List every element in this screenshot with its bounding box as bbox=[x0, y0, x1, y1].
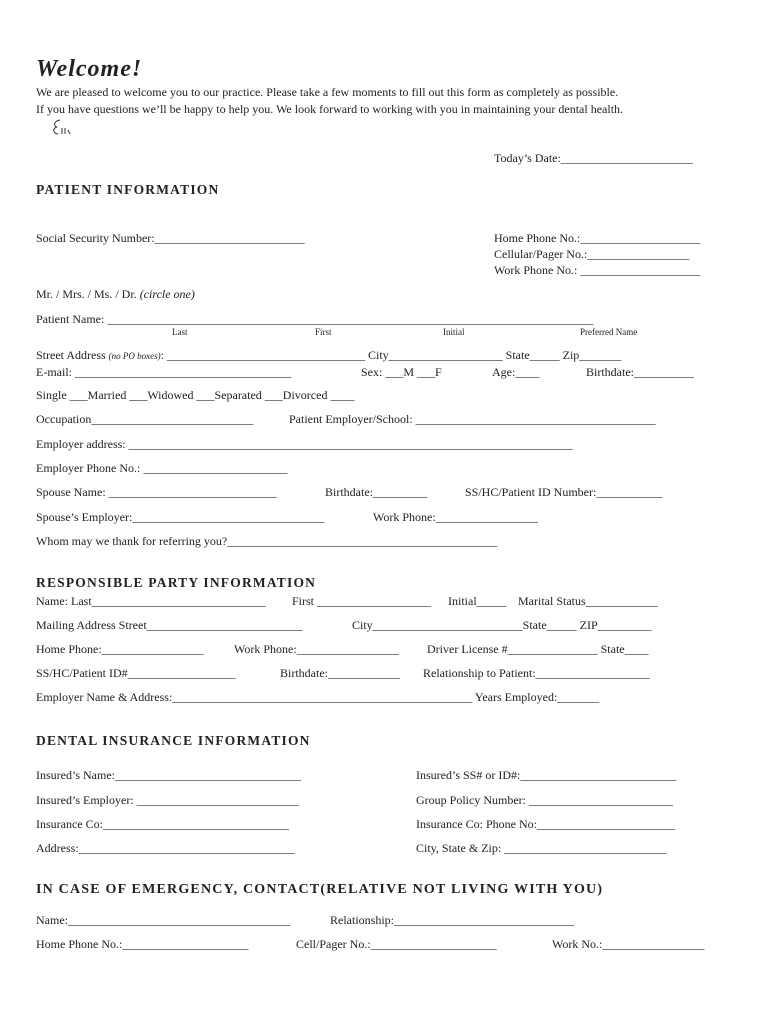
insurance-co-field[interactable]: Insurance Co:_______________________________ bbox=[36, 817, 289, 831]
page-title: Welcome! bbox=[36, 56, 143, 82]
name-part-preferred: Preferred Name bbox=[580, 327, 638, 337]
section-responsible-party: RESPONSIBLE PARTY INFORMATION bbox=[36, 575, 317, 590]
rp-home-phone-field[interactable]: Home Phone:_________________ bbox=[36, 642, 204, 656]
spouse-work-phone-field[interactable]: Work Phone:_________________ bbox=[373, 510, 538, 524]
emergency-work-field[interactable]: Work No.:_________________ bbox=[552, 937, 705, 951]
rp-first-name-field[interactable]: First ___________________ bbox=[292, 594, 432, 608]
rp-ss-id-field[interactable]: SS/HC/Patient ID#__________________ bbox=[36, 666, 236, 680]
no-po-note: (no PO boxes) bbox=[108, 351, 161, 361]
signature-icon bbox=[50, 118, 72, 138]
name-part-first: First bbox=[315, 327, 332, 337]
emergency-name-field[interactable]: Name:_____________________________________ bbox=[36, 913, 290, 927]
patient-name-field[interactable]: Patient Name: _________________________________________________________________________________ bbox=[36, 312, 594, 326]
insurance-phone-field[interactable]: Insurance Co: Phone No:_______________________ bbox=[416, 817, 675, 831]
street-address-field[interactable] bbox=[36, 348, 621, 363]
emergency-cell-pager-field[interactable]: Cell/Pager No.:_____________________ bbox=[296, 937, 497, 951]
spouse-birthdate-field[interactable]: Birthdate:_________ bbox=[325, 485, 427, 499]
employer-school-field[interactable]: Patient Employer/School: ________________________________________ bbox=[289, 412, 656, 426]
spouse-ss-id-field[interactable]: SS/HC/Patient ID Number:___________ bbox=[465, 485, 663, 499]
todays-date-field[interactable]: Today’s Date:______________________ bbox=[494, 151, 693, 165]
name-part-last: Last bbox=[172, 327, 188, 337]
street-label: Street Address bbox=[36, 348, 109, 362]
employer-phone-field[interactable]: Employer Phone No.: ________________________ bbox=[36, 461, 288, 475]
insured-employer-field[interactable]: Insured’s Employer: ___________________________ bbox=[36, 793, 299, 807]
section-patient-info: PATIENT INFORMATION bbox=[36, 182, 220, 197]
employer-address-field[interactable]: Employer address: __________________________________________________________________________ bbox=[36, 437, 573, 451]
intro-line-2: If you have questions we’ll be happy to help you. We look forward to working with you in maintaining your dental health. bbox=[36, 102, 624, 116]
email-field[interactable]: E-mail: ____________________________________ bbox=[36, 365, 291, 379]
cellular-field[interactable]: Cellular/Pager No.:_________________ bbox=[494, 247, 690, 261]
intro-line-1: We are pleased to welcome you to our practice. Please take a few moments to fill out this form as completely as possible. bbox=[36, 85, 619, 99]
rp-employer-address-field[interactable]: Employer Name & Address:__________________________________________________ Years Employed:_______ bbox=[36, 690, 600, 704]
insured-name-field[interactable]: Insured’s Name:_______________________________ bbox=[36, 768, 301, 782]
work-phone-field[interactable]: Work Phone No.: ____________________ bbox=[494, 263, 701, 277]
group-policy-field[interactable]: Group Policy Number: ________________________ bbox=[416, 793, 673, 807]
rp-marital-status-field[interactable]: Marital Status____________ bbox=[518, 594, 658, 608]
name-part-initial: Initial bbox=[443, 327, 465, 337]
spouse-name-field[interactable]: Spouse Name: ____________________________ bbox=[36, 485, 277, 499]
ssn-field[interactable]: Social Security Number:_________________________ bbox=[36, 231, 305, 245]
emergency-relationship-field[interactable]: Relationship:______________________________ bbox=[330, 913, 574, 927]
section-dental-insurance: DENTAL INSURANCE INFORMATION bbox=[36, 733, 311, 748]
spouse-employer-field[interactable]: Spouse’s Employer:________________________________ bbox=[36, 510, 325, 524]
insurance-city-state-zip-field[interactable]: City, State & Zip: ___________________________ bbox=[416, 841, 667, 855]
section-emergency-contact: IN CASE OF EMERGENCY, CONTACT(RELATIVE NOT LIVING WITH YOU) bbox=[36, 882, 604, 897]
rp-birthdate-field[interactable]: Birthdate:____________ bbox=[280, 666, 400, 680]
rp-initial-field[interactable]: Initial_____ bbox=[448, 594, 507, 608]
circle-one-note: (circle one) bbox=[139, 287, 195, 301]
age-field[interactable]: Age:____ bbox=[492, 365, 540, 379]
home-phone-field[interactable]: Home Phone No.:____________________ bbox=[494, 231, 701, 245]
rp-last-name-field[interactable]: Name: Last_____________________________ bbox=[36, 594, 266, 608]
rp-mailing-street-field[interactable]: Mailing Address Street__________________________ bbox=[36, 618, 303, 632]
rp-city-state-zip-field[interactable]: City_________________________State_____ ZIP_________ bbox=[352, 618, 652, 632]
marital-status-field[interactable]: Single ___Married ___Widowed ___Separated ___Divorced ____ bbox=[36, 388, 355, 402]
sex-field[interactable]: Sex: ___M ___F bbox=[361, 365, 442, 379]
insured-ss-field[interactable]: Insured’s SS# or ID#:__________________________ bbox=[416, 768, 677, 782]
occupation-field[interactable]: Occupation___________________________ bbox=[36, 412, 254, 426]
insurance-address-field[interactable]: Address:____________________________________ bbox=[36, 841, 295, 855]
birthdate-field[interactable]: Birthdate:__________ bbox=[586, 365, 694, 379]
rp-work-phone-field[interactable]: Work Phone:_________________ bbox=[234, 642, 399, 656]
emergency-home-phone-field[interactable]: Home Phone No.:_____________________ bbox=[36, 937, 249, 951]
title-prefix-field[interactable] bbox=[36, 287, 195, 302]
street-city-state-zip: : _________________________________ City___________________ State_____ Zip_______ bbox=[160, 348, 622, 362]
referral-field[interactable]: Whom may we thank for referring you?_____________________________________________ bbox=[36, 534, 498, 548]
title-options: Mr. / Mrs. / Ms. / Dr. bbox=[36, 287, 140, 301]
rp-relationship-field[interactable]: Relationship to Patient:___________________ bbox=[423, 666, 650, 680]
rp-driver-license-field[interactable]: Driver License #_______________ State____ bbox=[427, 642, 649, 656]
